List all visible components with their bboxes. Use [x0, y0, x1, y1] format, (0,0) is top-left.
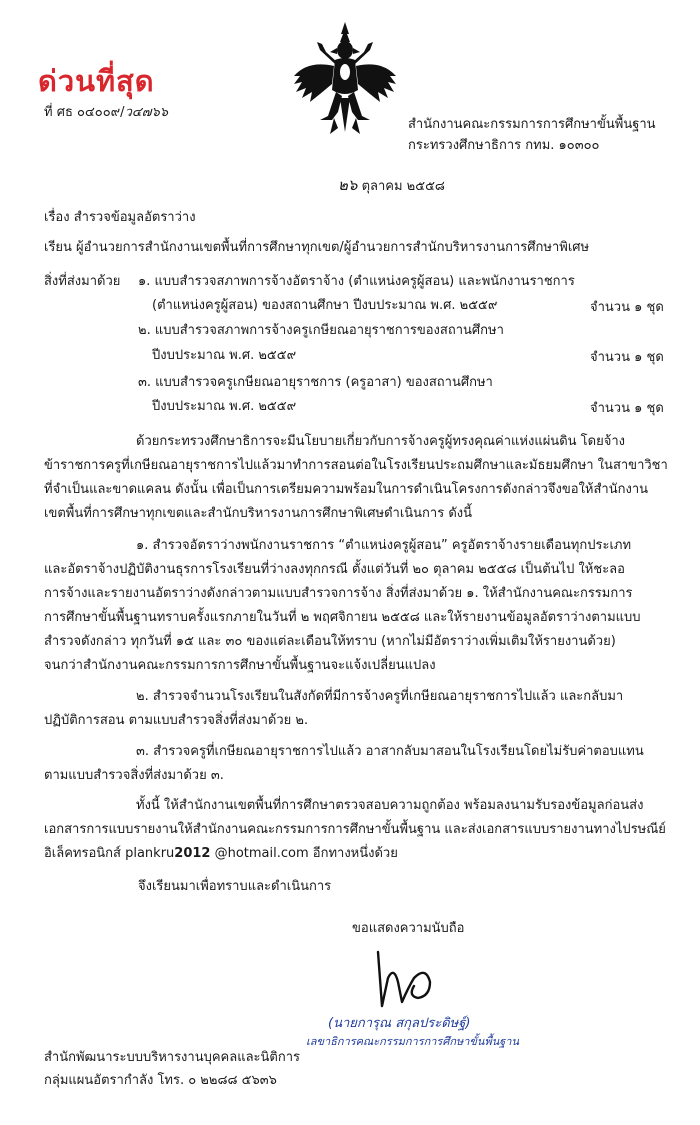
enclosure-2-line1: ๒. แบบสำรวจสภาพการจ้างครูเกษียณอายุราชการของสถานศึกษา	[138, 323, 504, 338]
regards-line: ขอแสดงความนับถือ	[352, 921, 465, 936]
office-name: สำนักงานคณะกรรมการการศึกษาขั้นพื้นฐาน	[408, 117, 656, 132]
document-number-handwritten: ว๔๗๖๖	[124, 105, 168, 120]
date-day-handwritten: ๒๖	[338, 176, 358, 194]
garuda-emblem-icon	[290, 20, 400, 138]
email-line	[44, 845, 684, 863]
enclosure-3-line2: ปีงบประมาณ พ.ศ. ๒๕๕๙	[152, 399, 297, 414]
point3-line-2: ตามแบบสำรวจสิ่งที่ส่งมาด้วย ๓.	[44, 768, 224, 783]
enclosure-1-line2: (ตำแหน่งครูผู้สอน) ของสถานศึกษา ปีงบประมาณ พ.ศ. ๒๕๕๙	[152, 298, 498, 313]
intro-line-3: ที่จำเป็นและขาดแคลน ดังนั้น เพื่อเป็นการเตรียมความพร้อมในการดำเนินโครงการดังกล่าวจึงขอให้สำนักงาน	[44, 482, 649, 497]
enclosure-1-line1: ๑. แบบสำรวจสภาพการจ้างอัตราจ้าง (ตำแหน่งครูผู้สอน) และพนักงานราชการ	[138, 274, 575, 289]
intro-line-1: ด้วยกระทรวงศึกษาธิการจะมีนโยบายเกี่ยวกับการจ้างครูผู้ทรงคุณค่าแห่งแผ่นดิน โดยจ้าง	[136, 434, 625, 449]
document-number-prefix: ที่ ศธ ๐๔๐๐๙/	[44, 105, 125, 120]
point1-line-5: สำรวจดังกล่าว ทุกวันที่ ๑๕ และ ๓๐ ของแต่ละเดือนให้ทราบ (หากไม่มีอัตราว่างเพิ่มเติมให้รายงานด้วย)	[44, 634, 616, 649]
enclosure-3-count: จำนวน ๑ ชุด	[590, 401, 664, 416]
request-line-2: เอกสารการแบบรายงานให้สำนักงานคณะกรรมการการศึกษาขั้นพื้นฐาน และส่งเอกสารแบบรายงานทางไปรษณีย์	[44, 822, 666, 837]
enclosures-label: สิ่งที่ส่งมาด้วย	[44, 274, 121, 289]
closing-line: จึงเรียนมาเพื่อทราบและดำเนินการ	[138, 879, 332, 894]
signatory-title: เลขาธิการคณะกรรมการการศึกษาขั้นพื้นฐาน	[306, 1035, 519, 1048]
date-month-year: ตุลาคม ๒๕๕๘	[361, 179, 445, 194]
intro-line-2: ข้าราชการครูที่เกษียณอายุราชการไปแล้วมาทำการสอนต่อในโรงเรียนประถมศึกษาและมัธยมศึกษา ในสาขาวิชา	[44, 458, 668, 473]
enclosure-2-line2: ปีงบประมาณ พ.ศ. ๒๕๕๙	[152, 348, 297, 363]
point1-line-6: จนกว่าสำนักงานคณะกรรมการการศึกษาขั้นพื้นฐานจะแจ้งเปลี่ยนแปลง	[44, 658, 436, 673]
email-line-after: @hotmail.com อีกทางหนึ่งด้วย	[210, 846, 398, 861]
point1-line-2: และอัตราจ้างปฏิบัติงานธุรการโรงเรียนที่ว่างลงทุกกรณี ตั้งแต่วันที่ ๒๐ ตุลาคม ๒๕๕๘ เป็นต้นไป ให้ชะลอ	[44, 562, 625, 577]
recipient-line: เรียน ผู้อำนวยการสำนักงานเขตพื้นที่การศึกษาทุกเขต/ผู้อำนวยการสำนักบริหารงานการศึกษาพิเศษ	[44, 240, 590, 255]
email-line-bold: 2012	[174, 846, 211, 861]
enclosure-2-count: จำนวน ๑ ชุด	[590, 350, 664, 365]
point2-line-1: ๒. สำรวจจำนวนโรงเรียนในสังกัดที่มีการจ้างครูที่เกษียณอายุราชการไปแล้ว และกลับมา	[136, 689, 624, 704]
enclosure-1-count: จำนวน ๑ ชุด	[590, 300, 664, 315]
office-address: กระทรวงศึกษาธิการ กทม. ๑๐๓๐๐	[408, 138, 600, 153]
enclosure-3-line1: ๓. แบบสำรวจครูเกษียณอายุราชการ (ครูอาสา) ของสถานศึกษา	[138, 375, 493, 390]
signatory-name: (นายการุณ สกุลประดิษฐ์)	[328, 1016, 471, 1031]
subject-line: เรื่อง สำรวจข้อมูลอัตราว่าง	[44, 210, 196, 225]
request-line-1: ทั้งนี้ ให้สำนักงานเขตพื้นที่การศึกษาตรวจสอบความถูกต้อง พร้อมลงนามรับรองข้อมูลก่อนส่ง	[136, 798, 644, 813]
point3-line-1: ๓. สำรวจครูที่เกษียณอายุราชการไปแล้ว อาสากลับมาสอนในโรงเรียนโดยไม่รับค่าตอบแทน	[136, 744, 644, 759]
urgency-stamp: ด่วนที่สุด	[38, 64, 155, 98]
point1-line-1: ๑. สำรวจอัตราว่างพนักงานราชการ “ตำแหน่งครูผู้สอน” ครูอัตราจ้างรายเดือนทุกประเภท	[136, 538, 632, 553]
footer-unit: สำนักพัฒนาระบบบริหารงานบุคคลและนิติการ	[44, 1050, 301, 1065]
email-line-before: อิเล็คทรอนิกส์ plankru	[44, 846, 175, 861]
intro-line-4: เขตพื้นที่การศึกษาทุกเขตและสำนักบริหารงานการศึกษาพิเศษดำเนินการ ดังนี้	[44, 506, 472, 521]
document-number	[44, 104, 168, 122]
letter-date	[338, 176, 445, 196]
point2-line-2: ปฏิบัติการสอน ตามแบบสำรวจสิ่งที่ส่งมาด้วย ๒.	[44, 713, 309, 728]
footer-contact: กลุ่มแผนอัตรากำลัง โทร. ๐ ๒๒๘๘ ๕๖๓๖	[44, 1073, 277, 1088]
signature-icon	[368, 948, 438, 1010]
point1-line-4: การศึกษาขั้นพื้นฐานทราบครั้งแรกภายในวันที่ ๒ พฤศจิกายน ๒๕๕๘ และให้รายงานข้อมูลอัตราว่างตามแบบ	[44, 610, 641, 625]
point1-line-3: การจ้างและรายงานอัตราว่างดังกล่าวตามแบบสำรวจการจ้าง สิ่งที่ส่งมาด้วย ๑. ให้สำนักงานคณะกรรมการ	[44, 586, 633, 601]
